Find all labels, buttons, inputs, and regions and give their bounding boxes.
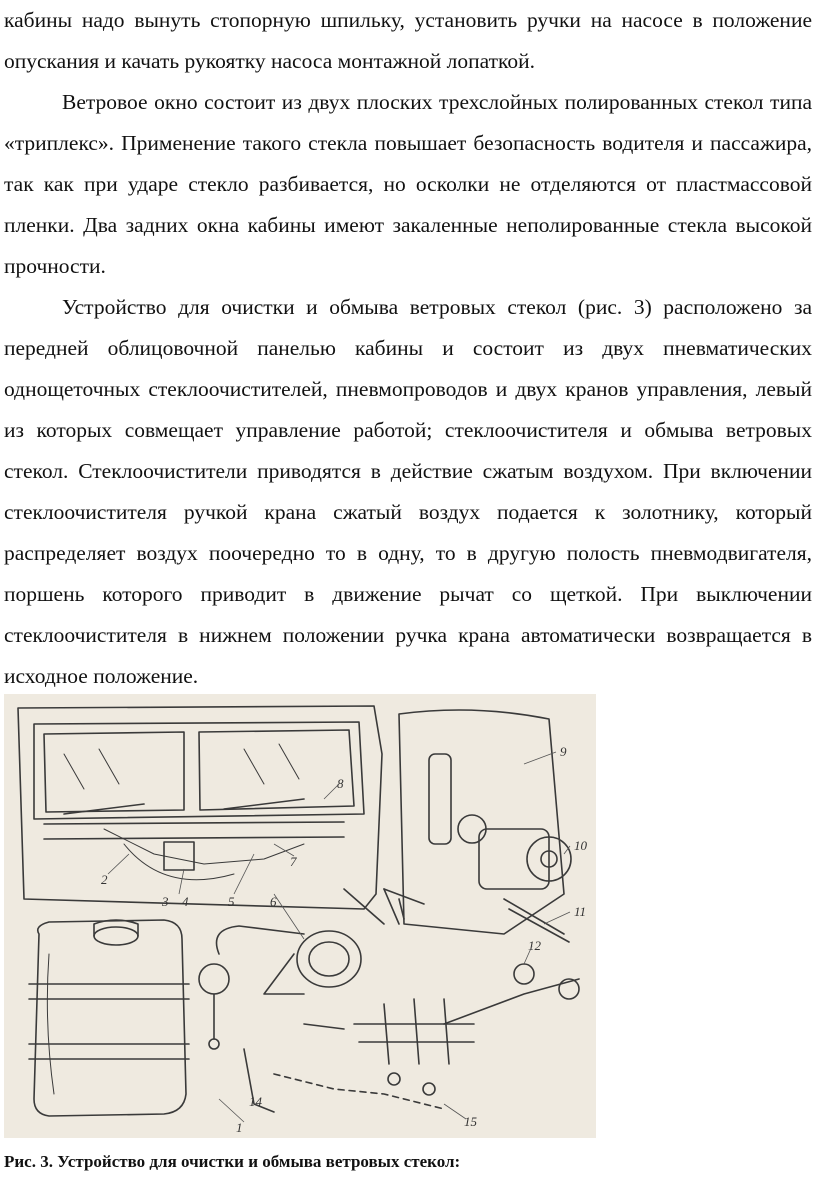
callout-10: 10 (574, 838, 587, 853)
callout-8: 8 (337, 776, 344, 791)
paragraph-2: Ветровое окно состоит из двух плоских трехслойных полированных стекол типа «триплекс». Применение такого стекла повышает безопасность водителя и пассажира, так как при ударе стекло разбивается, но осколки не отделяются от пластмассовой пленки. Два задних окна кабины имеют закаленные неполированные стекла высокой прочности. (4, 90, 812, 278)
callout-labels (101, 744, 588, 1135)
figure-caption: Рис. 3. Устройство для очистки и обмыва ветровых стекол: (4, 1152, 461, 1171)
washer-tank-drawing (29, 920, 189, 1116)
washer-pump-drawing (199, 889, 399, 1049)
pneumatic-motor-drawing (384, 710, 571, 942)
callout-2: 2 (101, 872, 108, 887)
paragraph-3: Устройство для очистки и обмыва ветровых стекол (рис. 3) расположено за передней облицовочной панелью кабины и состоит из двух пневматических однощеточных стеклоочистителей, пневмопроводов и двух кранов управления, левый из которых совмещает управление работой; стеклоочистителя и обмыва ветровых стекол. Стеклоочистители приводятся в действие сжатым воздухом. При включении стеклоочистителя ручкой крана сжатый воздух подается к золотнику, который распределяет воздух поочередно то в одну, то в другую полость пневмодвигателя, поршень которого приводит в движение рычат со щеткой. При выключении стеклоочистителя в нижнем положении ручка крана автоматически возвращается в исходное положение. (4, 295, 812, 688)
callout-3: 3 (162, 894, 169, 909)
callout-11: 11 (574, 904, 587, 919)
callout-15: 15 (464, 1114, 477, 1129)
callout-12: 12 (528, 938, 541, 953)
callout-7: 7 (290, 854, 297, 869)
callout-4: 4 (182, 894, 189, 909)
callout-6: 6 (270, 894, 277, 909)
windshield-washer-illustration (4, 694, 596, 1138)
control-valves-drawing (244, 964, 579, 1112)
callout-1: 1 (236, 1120, 243, 1135)
cab-frame-drawing (18, 706, 382, 909)
paragraph-1: кабины надо вынуть стопорную шпильку, установить ручки на насосе в положение опускания и качать рукоятку насоса монтажной лопаткой. (4, 8, 812, 73)
callout-14: 14 (249, 1094, 262, 1109)
callout-9: 9 (560, 744, 567, 759)
callout-5: 5 (228, 894, 235, 909)
